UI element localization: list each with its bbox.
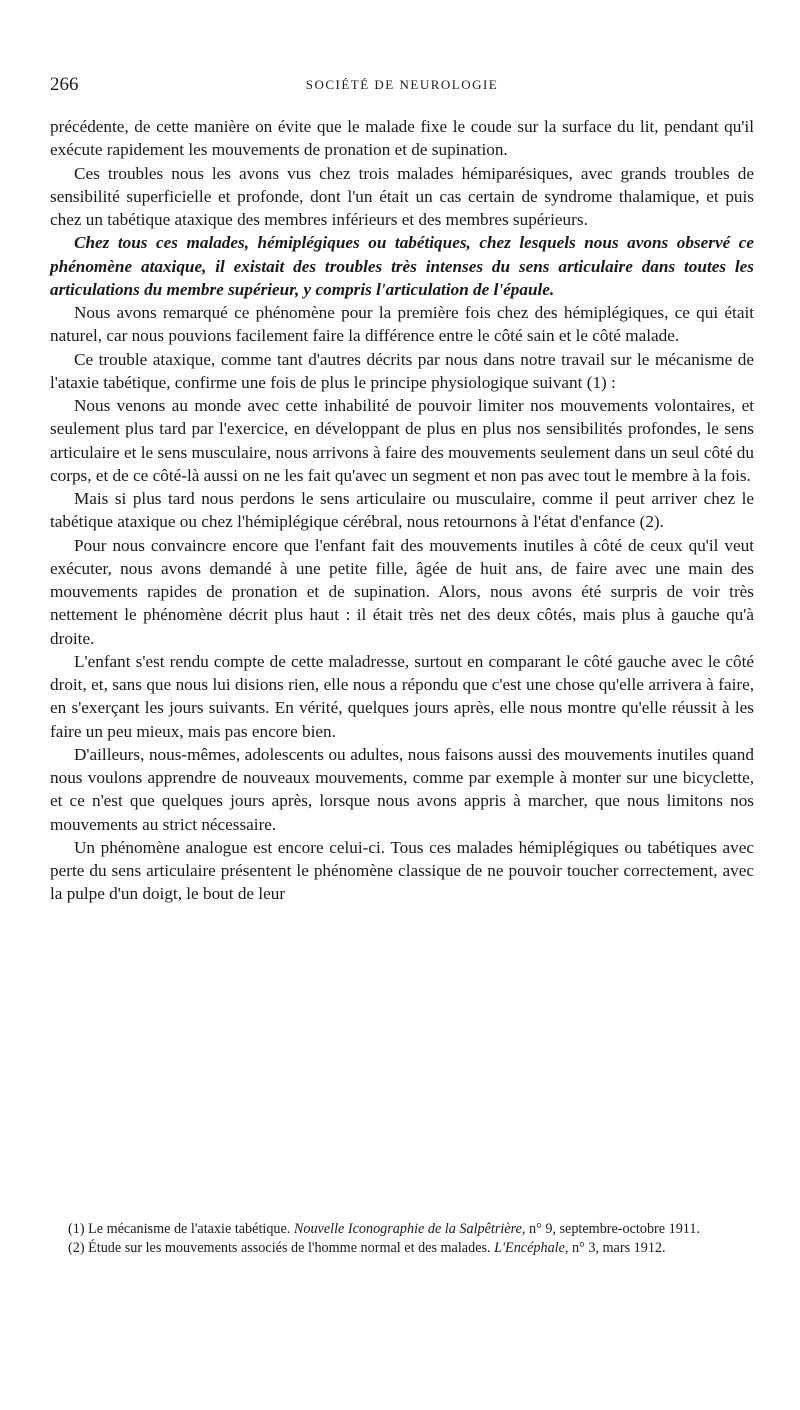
footnote	[50, 1239, 754, 1258]
paragraph: Mais si plus tard nous perdons le sens articulaire ou musculaire, comme il peut arriver chez le tabétique ataxique ou chez l'hémiplégique cérébral, nous retournons à l'état d'enfance (2).	[50, 489, 754, 532]
paragraph: Nous venons au monde avec cette inhabilité de pouvoir limiter nos mouvements volontaires, et seulement plus tard par l'exercice, en développant de plus en plus nos sensibilités profondes, le sens articulaire et le sens musculaire, nous arrivons à faire des mouvements seulement dans un seul côté du corps, et de ce côté-là aussi on ne les fait qu'avec un segment et non pas avec tout le membre à la fois.	[50, 396, 754, 485]
paragraph: Nous avons remarqué ce phénomène pour la première fois chez des hémiplégiques, ce qui était naturel, car nous pouvions facilement faire la différence entre le côté sain et le côté malade.	[50, 303, 754, 346]
paragraph: Un phénomène analogue est encore celui-ci. Tous ces malades hémiplégiques ou tabétiques avec perte du sens articulaire présentent le phénomène classique de ne pouvoir toucher correctement, avec la pulpe d'un doigt, le bout de leur	[50, 837, 754, 904]
footnote-journal-title: Nouvelle Iconographie de la Salpêtrière	[293, 1221, 522, 1237]
footnotes	[50, 1220, 754, 1258]
footnote-text: (2) Étude sur les mouvements associés de l'homme normal et des malades.	[68, 1240, 495, 1256]
footnote	[50, 1220, 754, 1239]
page-number: 266	[50, 74, 79, 95]
page-header	[50, 74, 754, 96]
paragraph-italic-emphasis: Chez tous ces malades, hémiplégiques ou tabétiques, chez lesquels nous avons observé ce phénomène ataxique, il existait des troubles très intenses du sens articulaire dans toutes les articulations du membre supérieur, y compris l'articulation de l'épaule.	[50, 233, 754, 299]
running-head: SOCIÉTÉ DE NEUROLOGIE	[305, 77, 499, 92]
footnote-text: , n° 3, mars 1912.	[564, 1240, 666, 1256]
paragraph: Ces troubles nous les avons vus chez trois malades hémiparésiques, avec grands troubles de sensibilité superficielle et profonde, dont l'un était un cas certain de syndrome thalamique, et puis chez un tabétique ataxique des membres inférieurs et des membres supérieurs.	[50, 163, 754, 229]
footnote-text: , n° 9, septembre-octobre 1911.	[521, 1221, 701, 1237]
footnote-text: (1) Le mécanisme de l'ataxie tabétique.	[68, 1221, 294, 1237]
body-text	[50, 115, 754, 906]
paragraph: D'ailleurs, nous-mêmes, adolescents ou adultes, nous faisons aussi des mouvements inutiles quand nous voulons apprendre de nouveaux mouvements, comme par exemple à monter sur une bicyclette, et ce n'est que quelques jours après, lorsque nous avons appris à marcher, que nous limitons nos mouvements au strict nécessaire.	[50, 744, 754, 834]
paragraph-continuation: précédente, de cette manière on évite que le malade fixe le coude sur la surface du lit, pendant qu'il exécute rapidement les mouvements de pronation et de supination.	[50, 117, 754, 160]
paragraph: Ce trouble ataxique, comme tant d'autres décrits par nous dans notre travail sur le mécanisme de l'ataxie tabétique, confirme une fois de plus le principe physiologique suivant (1) :	[50, 349, 754, 392]
footnote-journal-title: L'Encéphale	[494, 1240, 565, 1256]
paragraph: Pour nous convaincre encore que l'enfant fait des mouvements inutiles à côté de ceux qu'il veut exécuter, nous avons demandé à une petite fille, âgée de huit ans, de faire avec une main des mouvements rapides de pronation et de supination. Alors, nous avons été surpris de voir très nettement le phénomène décrit plus haut : il était très net des deux côtés, mais plus à gauche qu'à droite.	[50, 535, 754, 648]
paragraph: L'enfant s'est rendu compte de cette maladresse, surtout en comparant le côté gauche avec le côté droit, et, sans que nous lui disions rien, elle nous a répondu que c'est une chose qu'elle arrivera à faire, en s'exerçant les jours suivants. En vérité, quelques jours après, elle nous montre qu'elle réussit à les faire un peu mieux, mais pas encore bien.	[50, 651, 754, 741]
